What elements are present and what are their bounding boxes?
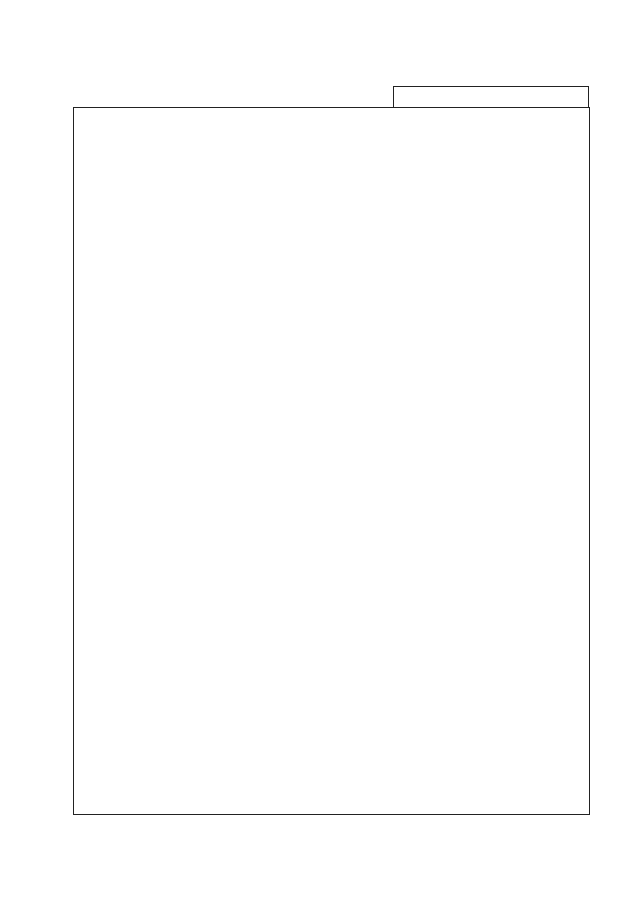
fire-number-box [393, 86, 589, 108]
form-title [230, 111, 252, 131]
interrogation-form-frame [73, 107, 590, 815]
